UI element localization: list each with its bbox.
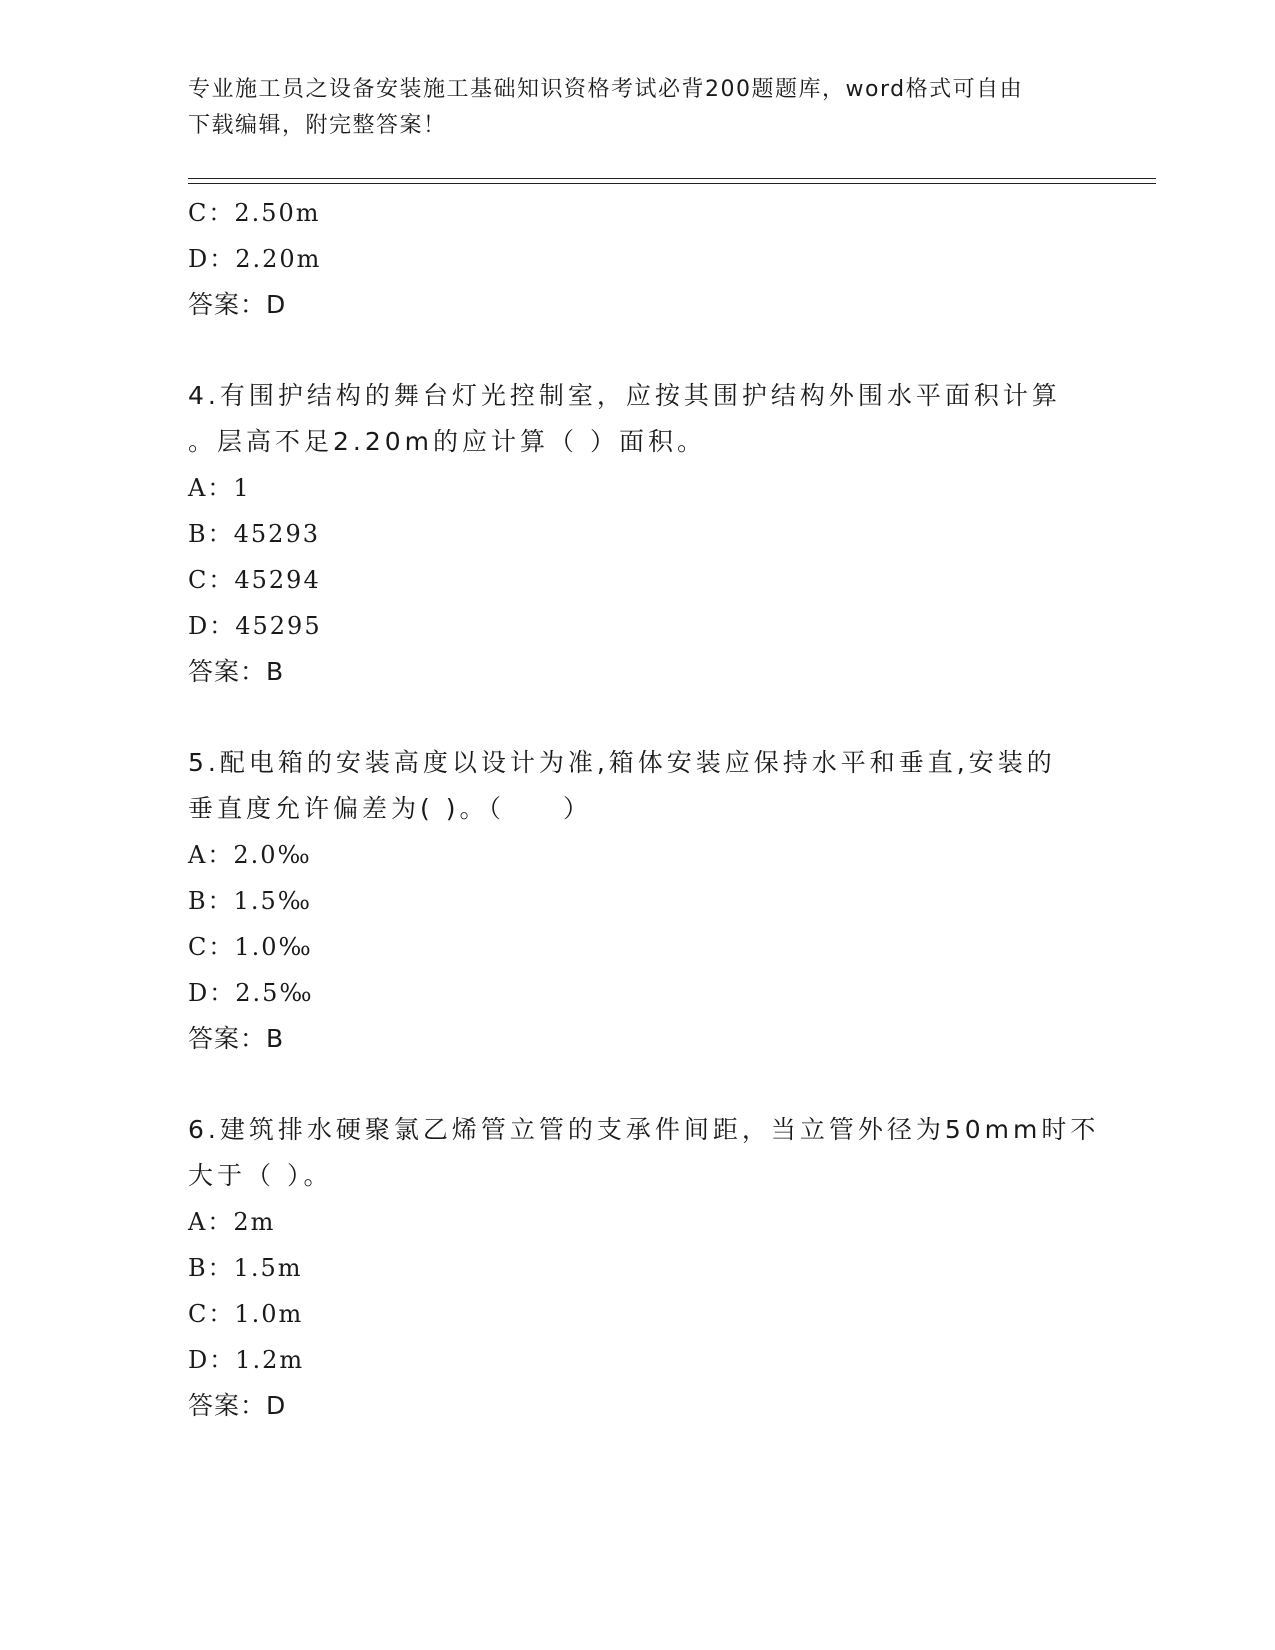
option-d: D：2.20m bbox=[188, 245, 322, 273]
question-stem-line: 。层高不足2.20m的应计算（ ）面积。 bbox=[188, 427, 706, 456]
question-list bbox=[188, 190, 1100, 1429]
question-5 bbox=[188, 740, 1088, 1062]
answer-line: 答案：D bbox=[188, 290, 287, 319]
header-line-2: 下载编辑，附完整答案！ bbox=[188, 113, 447, 138]
header-divider-top bbox=[188, 178, 1156, 179]
question-stem-line: 6.建筑排水硬聚氯乙烯管立管的支承件间距，当立管外径为50mm时不 bbox=[188, 1115, 1100, 1144]
option-c: C：2.50m bbox=[188, 199, 321, 227]
answer-line: 答案：D bbox=[188, 1391, 287, 1420]
answer-line: 答案：B bbox=[188, 1024, 285, 1053]
document-header bbox=[188, 72, 1088, 144]
answer-line: 答案：B bbox=[188, 657, 285, 686]
option-b: B：1.5m bbox=[188, 1254, 303, 1282]
option-d: D：45295 bbox=[188, 612, 322, 640]
question-3-continuation bbox=[188, 190, 1088, 328]
option-d: D：1.2m bbox=[188, 1346, 305, 1374]
option-a: A：1 bbox=[188, 474, 251, 502]
option-a: A：2.0‰ bbox=[188, 841, 312, 869]
question-stem-line: 5.配电箱的安装高度以设计为准,箱体安装应保持水平和垂直,安装的 bbox=[188, 748, 1056, 777]
question-6 bbox=[188, 1107, 1100, 1429]
option-b: B：1.5‰ bbox=[188, 887, 313, 915]
header-line-1: 专业施工员之设备安装施工基础知识资格考试必背200题题库，word格式可自由 bbox=[188, 77, 1024, 102]
option-c: C：45294 bbox=[188, 566, 321, 594]
question-stem-line: 垂直度允许偏差为( )。（ ） bbox=[188, 794, 592, 823]
option-b: B：45293 bbox=[188, 520, 320, 548]
option-a: A：2m bbox=[188, 1208, 276, 1236]
option-c: C：1.0‰ bbox=[188, 933, 313, 961]
question-stem-line: 大于（ ）。 bbox=[188, 1161, 333, 1190]
option-c: C：1.0m bbox=[188, 1300, 304, 1328]
question-4 bbox=[188, 373, 1088, 695]
question-stem-line: 4.有围护结构的舞台灯光控制室，应按其围护结构外围水平面积计算 bbox=[188, 381, 1061, 410]
option-d: D：2.5‰ bbox=[188, 979, 314, 1007]
header-divider-bottom bbox=[188, 183, 1156, 184]
